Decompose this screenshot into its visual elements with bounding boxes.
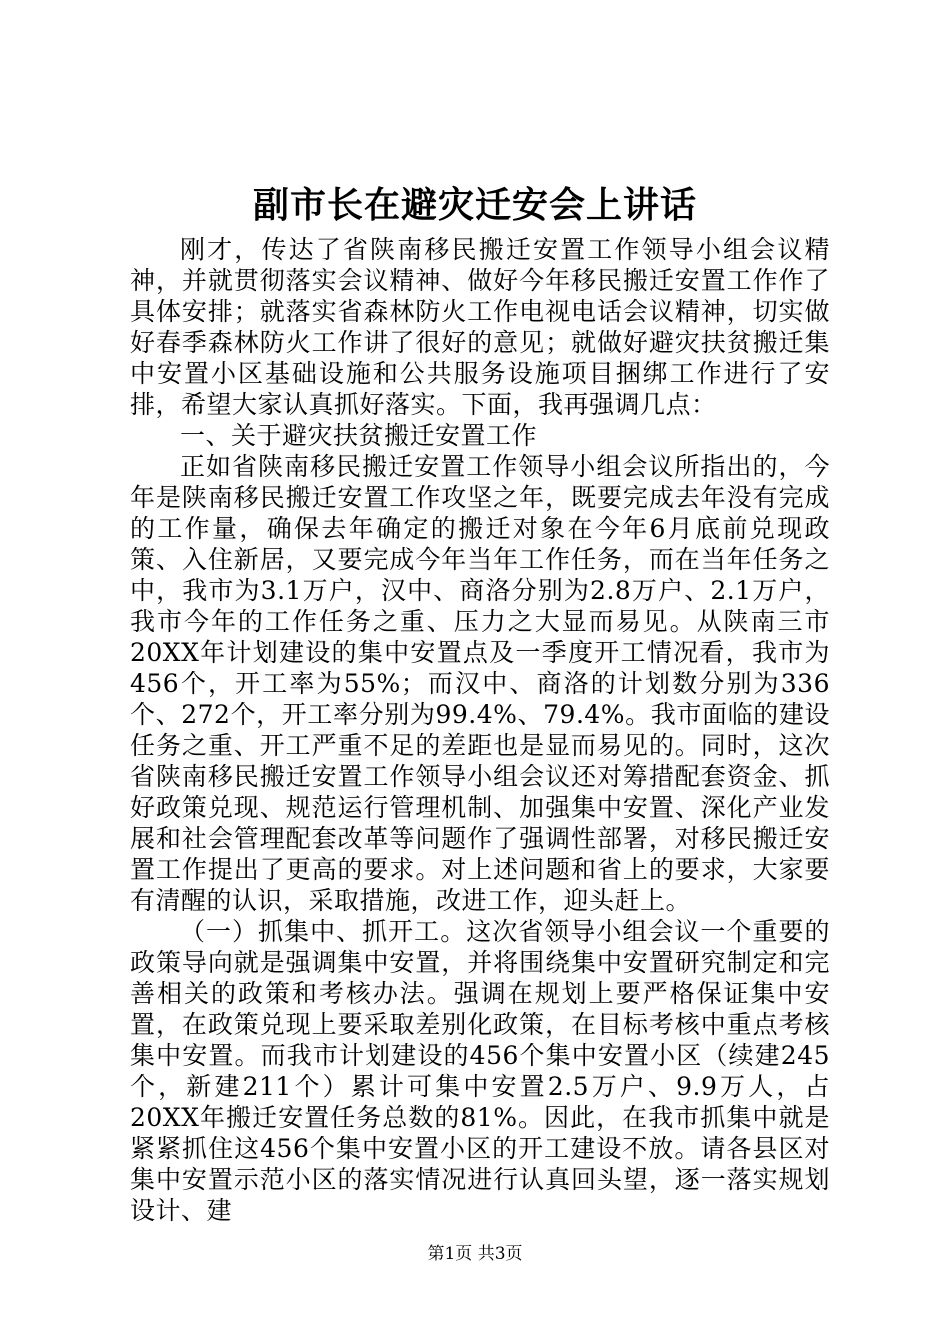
paragraph-subsection-1: （一）抓集中、抓开工。这次省领导小组会议一个重要的政策导向就是强调集中安置，并将围绕集中安置研究制定和完善相关的政策和考核办法。强调在规划上要严格保证集中安置，在政策兑现上要采取差别化政策，在目标考核中重点考核集中安置。而我市计划建设的456个集中安置小区（续建245个，新建211个）累计可集中安置2.5万户、9.9万人，占20XX年搬迁安置任务总数的81%。因此，在我市抓集中就是紧紧抓住这456个集中安置小区的开工建设不放。请各县区对集中安置示范小区的落实情况进行认真回头望，逐一落实规划设计、建 (130, 917, 830, 1225)
paragraph-intro: 刚才，传达了省陕南移民搬迁安置工作领导小组会议精神，并就贯彻落实会议精神、做好今年移民搬迁安置工作作了具体安排；就落实省森林防火工作电视电话会议精神，切实做好春季森林防火工作讲了很好的意见；就做好避灾扶贫搬迁集中安置小区基础设施和公共服务设施项目捆绑工作进行了安排，希望大家认真抓好落实。下面，我再强调几点： (130, 235, 830, 419)
page-number-footer: 第1页 共3页 (427, 1244, 523, 1264)
document-title: 副市长在避灾迁安会上讲话 (252, 184, 697, 226)
section-heading-1: 一、关于避灾扶贫搬迁安置工作 (180, 421, 538, 450)
paragraph-section-1: 正如省陕南移民搬迁安置工作领导小组会议所指出的，今年是陕南移民搬迁安置工作攻坚之年，既要完成去年没有完成的工作量，确保去年确定的搬迁对象在今年6月底前兑现政策、入住新居，又要完成今年当年工作任务，而在当年任务之中，我市为3.1万户，汉中、商洛分别为2.8万户、2.1万户，我市今年的工作任务之重、压力之大显而易见。从陕南三市20XX年计划建设的集中安置点及一季度开工情况看，我市为456个，开工率为55%；而汉中、商洛的计划数分别为336个、272个，开工率分别为99.4%、79.4%。我市面临的建设任务之重、开工严重不足的差距也是显而易见的。同时，这次省陕南移民搬迁安置工作领导小组会议还对筹措配套资金、抓好政策兑现、规范运行管理机制、加强集中安置、深化产业发展和社会管理配套改革等问题作了强调性部署，对移民搬迁安置工作提出了更高的要求。对上述问题和省上的要求，大家要有清醒的认识，采取措施，改进工作，迎头赶上。 (130, 452, 830, 915)
document-body (130, 234, 830, 1226)
